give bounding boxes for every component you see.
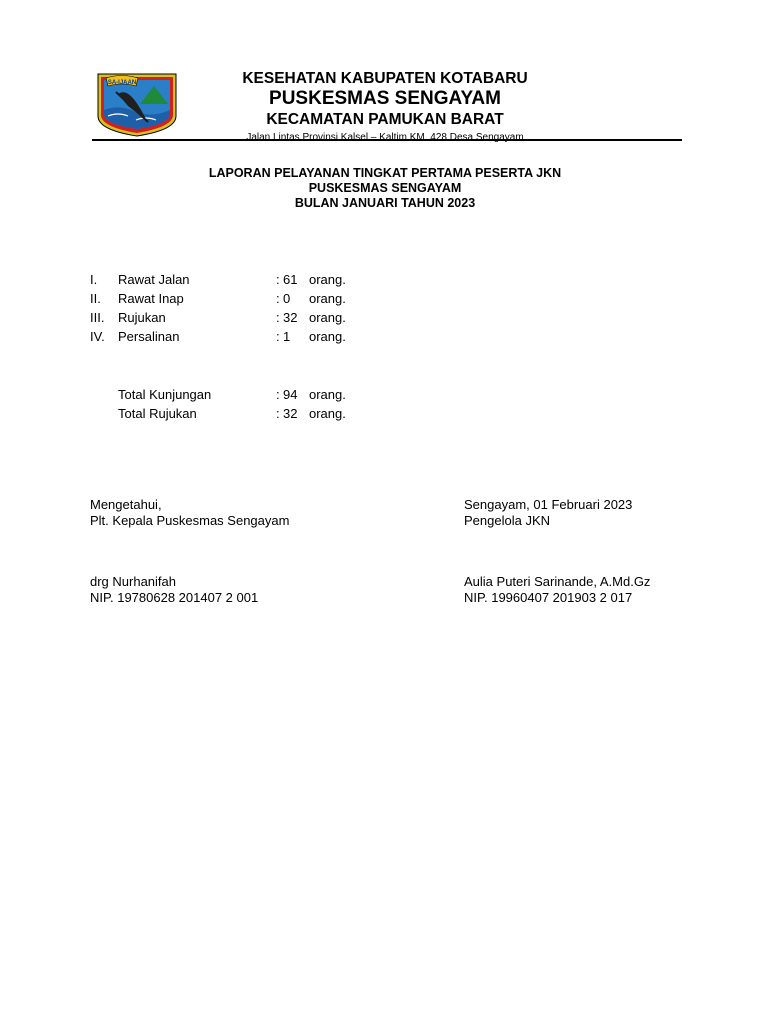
- total-unit: orang.: [309, 406, 346, 421]
- row-separator: :: [276, 272, 280, 287]
- row-label: Rawat Jalan: [118, 272, 190, 287]
- row-value: 1: [283, 329, 291, 344]
- kotabaru-emblem-logo: [96, 72, 178, 138]
- row-separator: :: [276, 310, 280, 325]
- row-number: I.: [90, 272, 98, 287]
- title-line-1: LAPORAN PELAYANAN TINGKAT PERTAMA PESERTA JKN: [208, 166, 562, 180]
- row-unit: orang.: [309, 329, 346, 344]
- row-unit: orang.: [309, 291, 346, 306]
- title-line-3: BULAN JANUARI TAHUN 2023: [294, 196, 476, 210]
- signature-left-line-1: Mengetahui,: [90, 497, 162, 512]
- row-number: II.: [90, 291, 101, 306]
- header-line-1: KESEHATAN KABUPATEN KOTABARU: [242, 70, 528, 87]
- total-unit: orang.: [309, 387, 346, 402]
- signature-block-left-name: [90, 574, 258, 605]
- row-number: IV.: [90, 329, 105, 344]
- row-label: Rujukan: [118, 310, 166, 325]
- total-value: 32: [283, 406, 298, 421]
- total-separator: :: [276, 387, 280, 402]
- signature-left-line-2: Plt. Kepala Puskesmas Sengayam: [90, 512, 290, 528]
- row-number: III.: [90, 310, 105, 325]
- total-label: Total Kunjungan: [118, 387, 212, 402]
- svg-text:SA-IJAAN: SA-IJAAN: [107, 80, 137, 86]
- row-separator: :: [276, 329, 280, 344]
- header-line-2: PUSKESMAS SENGAYAM: [269, 88, 501, 109]
- title-line-2: PUSKESMAS SENGAYAM: [308, 181, 462, 195]
- row-unit: orang.: [309, 272, 346, 287]
- signature-right-name: Aulia Puteri Sarinande, A.Md.Gz: [464, 574, 651, 589]
- row-value: 61: [283, 272, 298, 287]
- signature-left-nip: NIP. 19780628 201407 2 001: [90, 589, 259, 605]
- row-separator: :: [276, 291, 280, 306]
- signature-right-nip: NIP. 19960407 201903 2 017: [464, 589, 633, 605]
- row-value: 0: [283, 291, 291, 306]
- header-line-3: KECAMATAN PAMUKAN BARAT: [266, 111, 504, 128]
- header-address: Jalan Lintas Provinsi Kalsel – Kaltim KM. 428 Desa Sengayam: [246, 132, 524, 143]
- signature-left-name: drg Nurhanifah: [90, 574, 176, 589]
- signature-right-line-2: Pengelola JKN: [464, 512, 550, 528]
- signature-right-line-1: Sengayam, 01 Februari 2023: [464, 497, 633, 512]
- signature-block-right: [464, 497, 632, 528]
- total-separator: :: [276, 406, 280, 421]
- row-label: Rawat Inap: [118, 291, 184, 306]
- total-label: Total Rujukan: [118, 406, 197, 421]
- row-value: 32: [283, 310, 298, 325]
- report-title: [90, 166, 680, 211]
- total-value: 94: [283, 387, 298, 402]
- row-label: Persalinan: [118, 329, 180, 344]
- signature-block-left: [90, 497, 289, 528]
- letterhead-divider: [92, 139, 682, 141]
- row-unit: orang.: [309, 310, 346, 325]
- signature-block-right-name: [464, 574, 650, 605]
- letterhead: [200, 70, 570, 144]
